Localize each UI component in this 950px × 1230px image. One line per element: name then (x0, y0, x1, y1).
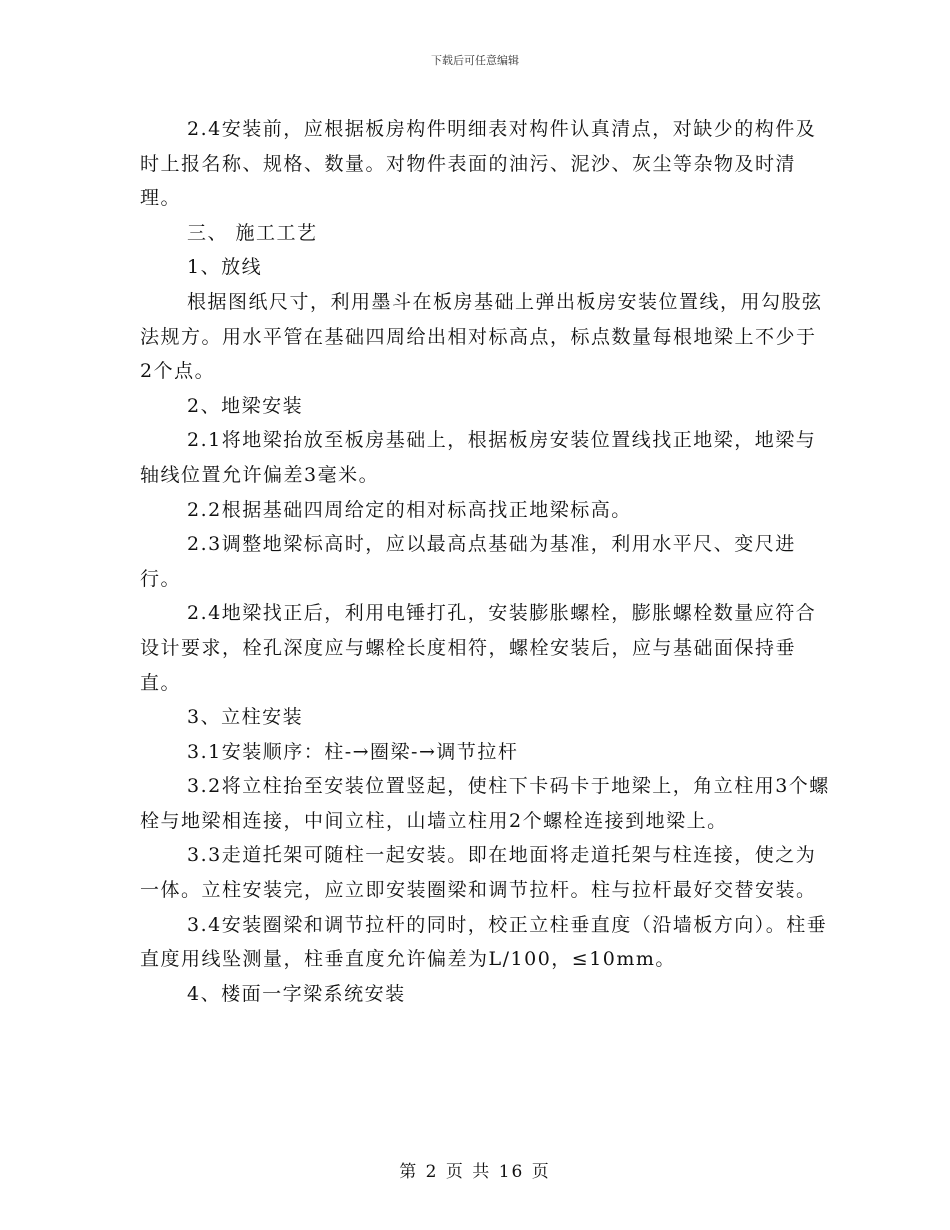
paragraph-2-4: 2.4地梁找正后，利用电锤打孔，安装膨胀螺栓，膨胀螺栓数量应符合设计要求，栓孔深度应与螺栓长度相符，螺栓安装后，应与基础面保持垂直。 (140, 602, 817, 694)
subheading-floor-beam: 4、楼面一字梁系统安装 (187, 982, 406, 1005)
paragraph-2-2: 2.2根据基础四周给定的相对标高找正地梁标高。 (187, 498, 632, 521)
page-footer: 第 2 页 共 16 页 (399, 1162, 551, 1182)
document-body (140, 112, 830, 1011)
paragraph-3-3: 3.3走道托架可随柱一起安装。即在地面将走道托架与柱连接，使之为一体。立柱安装完，应立即安装圈梁和调节拉杆。柱与拉杆最好交替安装。 (140, 844, 817, 902)
paragraph-2-1: 2.1将地梁抬放至板房基础上，根据板房安装位置线找正地梁，地梁与轴线位置允许偏差3毫米。 (140, 429, 817, 486)
subheading-layout: 1、放线 (187, 256, 263, 279)
paragraph-3-4: 3.4安装圈梁和调节拉杆的同时，校正立柱垂直度（沿墙板方向）。柱垂直度用线坠测量，柱垂直度允许偏差为L/100，≤10mm。 (140, 913, 828, 971)
paragraph-2-3: 2.3调整地梁标高时，应以最高点基础为基准，利用水平尺、变尺进行。 (140, 533, 796, 590)
paragraph-layout: 根据图纸尺寸，利用墨斗在板房基础上弹出板房安装位置线，用勾股弦法规方。用水平管在基础四周给出相对标高点，标点数量每根地梁上不少于2个点。 (140, 290, 823, 383)
subheading-column: 3、立柱安装 (187, 706, 304, 729)
section-heading-construction-process: 三、 施工工艺 (187, 221, 318, 244)
paragraph-3-2: 3.2将立柱抬至安装位置竖起，使柱下卡码卡于地梁上，角立柱用3个螺栓与地梁相连接，中间立柱，山墙立柱用2个螺栓连接到地梁上。 (140, 775, 830, 832)
page-header: 下载后可任意编辑 (431, 54, 519, 67)
subheading-ground-beam: 2、地梁安装 (187, 394, 304, 417)
paragraph-3-1: 3.1安装顺序：柱-→圈梁-→调节拉杆 (187, 740, 519, 763)
paragraph-2-4-pre-install: 2.4安装前，应根据板房构件明细表对构件认真清点，对缺少的构件及时上报名称、规格、数量。对物件表面的油污、泥沙、灰尘等杂物及时清理。 (140, 118, 817, 210)
